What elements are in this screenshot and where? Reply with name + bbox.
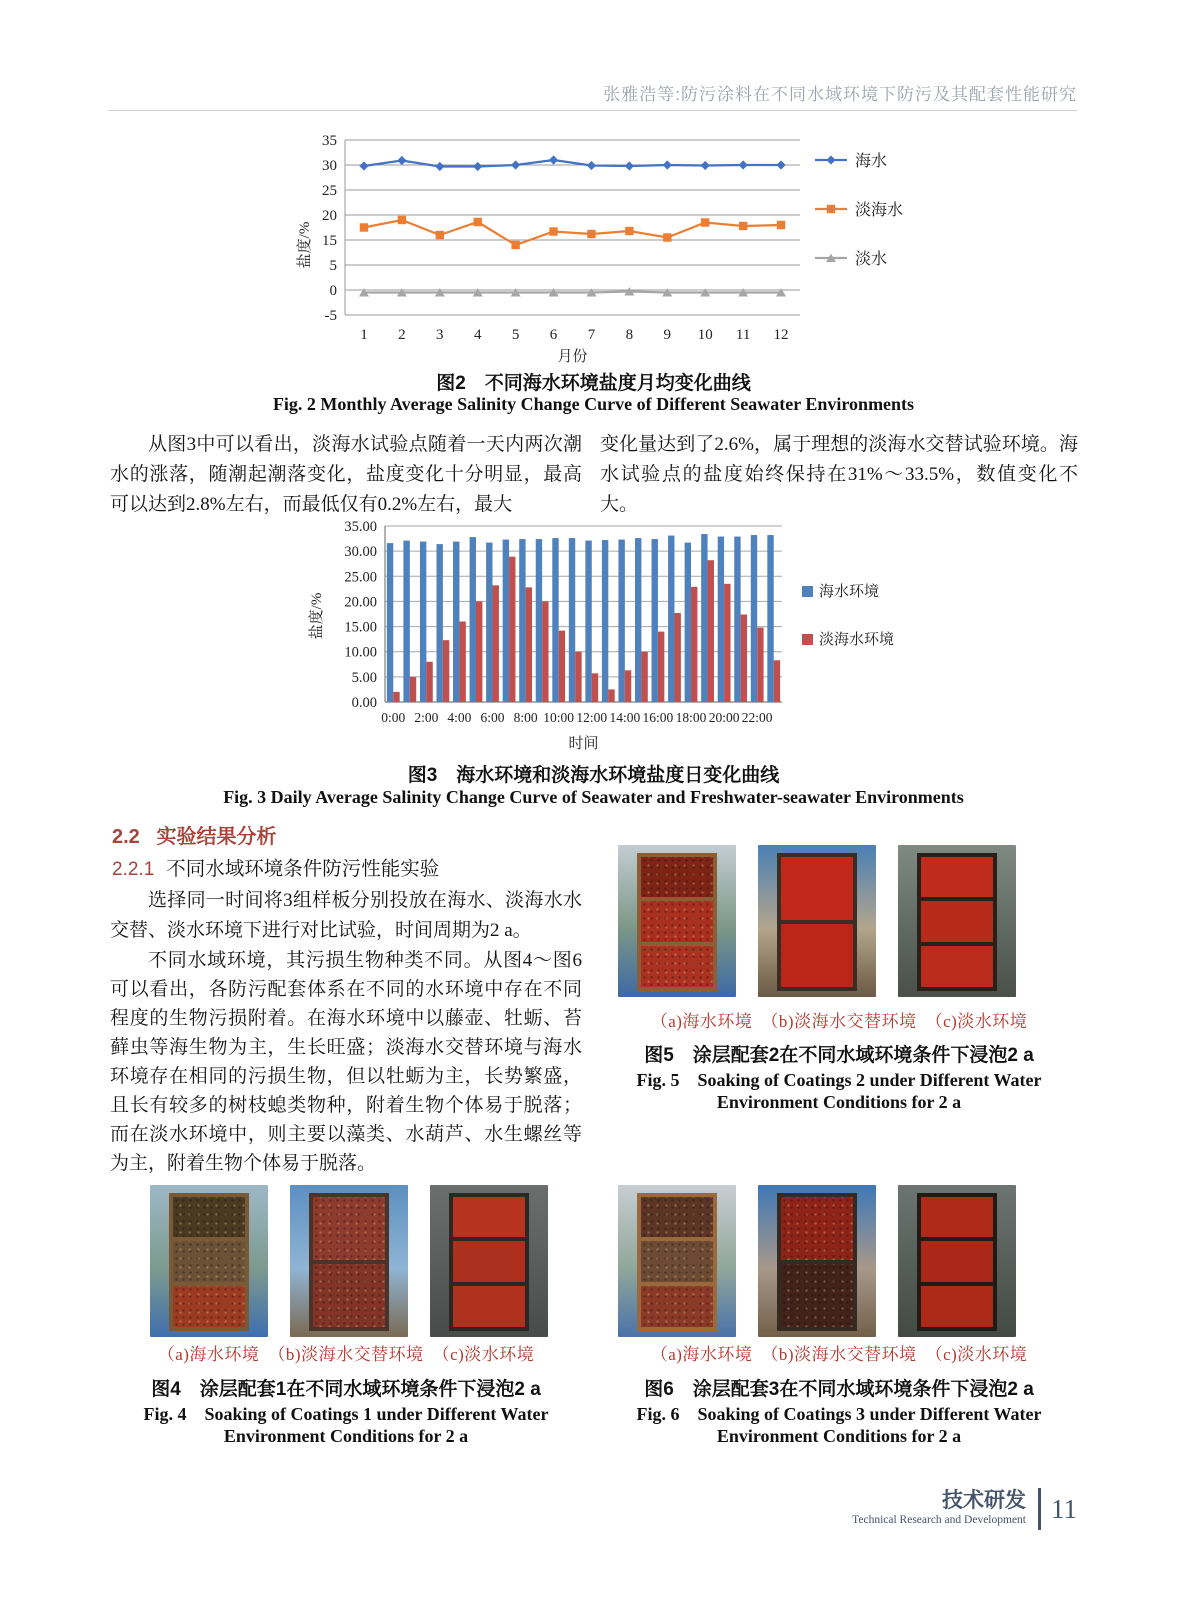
fig4-photo-row xyxy=(150,1185,548,1337)
svg-text:淡水: 淡水 xyxy=(855,251,888,268)
svg-text:15: 15 xyxy=(322,233,337,249)
section-2-2-1-number: 2.2.1 xyxy=(112,859,155,880)
specimen-photo-c xyxy=(898,845,1016,997)
coating-panel xyxy=(781,1260,853,1327)
section-2-2-heading xyxy=(112,820,276,849)
square-marker xyxy=(827,205,835,213)
fig6-photo-row xyxy=(618,1185,1016,1337)
coating-panel xyxy=(313,1260,385,1327)
svg-text:3: 3 xyxy=(436,327,444,343)
coating-panel xyxy=(453,1282,525,1327)
diamond-marker xyxy=(739,160,748,169)
coating-panel xyxy=(781,920,853,987)
section-2-2-title: 实验结果分析 xyxy=(156,826,277,848)
svg-text:海水: 海水 xyxy=(855,153,888,170)
square-marker xyxy=(663,233,671,241)
fig4-caption-en-2: Environment Conditions for 2 a xyxy=(223,1426,469,1446)
footer-en-label: Technical Research and Development xyxy=(852,1514,1026,1526)
diamond-marker xyxy=(397,156,406,165)
square-marker xyxy=(739,222,747,230)
coating-panel xyxy=(453,1197,525,1238)
square-marker xyxy=(777,221,785,229)
svg-text:淡海水环境: 淡海水环境 xyxy=(819,632,895,648)
svg-text:2:00: 2:00 xyxy=(414,710,439,725)
svg-text:9: 9 xyxy=(663,327,672,343)
page-number: 11 xyxy=(1051,1493,1077,1524)
svg-text:14:00: 14:00 xyxy=(609,710,641,725)
svg-text:10: 10 xyxy=(697,327,713,343)
specimen-photo-c xyxy=(898,1185,1016,1337)
specimen-frame xyxy=(777,853,857,991)
specimen-photo-a xyxy=(618,845,736,997)
coating-panel xyxy=(921,1237,993,1282)
svg-text:海水环境: 海水环境 xyxy=(819,584,880,600)
coating-panel xyxy=(173,1197,245,1238)
header-rule xyxy=(108,110,1077,111)
square-marker xyxy=(474,218,482,226)
paragraph-2-2-1-a: 选择同一时间将3组样板分别投放在海水、淡海水水交替、淡水环境下进行对比试验，时间周期为2 a。 xyxy=(110,890,582,941)
paragraph-fig3-left: 从图3中可以看出，淡海水试验点随着一天内两次潮水的涨落，随潮起潮落变化，盐度变化十分明显，最高可以达到2.8%左右，而最低仅有0.2%左右，最大 xyxy=(110,434,582,515)
svg-text:10.00: 10.00 xyxy=(344,644,377,661)
coating-panel xyxy=(641,897,713,942)
fig2-series-海水 xyxy=(359,155,785,171)
specimen-frame xyxy=(917,1193,997,1331)
svg-text:22:00: 22:00 xyxy=(741,710,773,725)
coating-panel xyxy=(781,1197,853,1260)
square-marker xyxy=(625,227,633,235)
svg-text:20: 20 xyxy=(322,208,337,224)
svg-text:5: 5 xyxy=(329,258,337,274)
svg-text:30.00: 30.00 xyxy=(344,544,377,561)
coating-panel xyxy=(921,1282,993,1327)
coating-panel xyxy=(921,897,993,942)
fig3-xlabel: 时间 xyxy=(568,736,599,752)
coating-panel xyxy=(641,1282,713,1327)
specimen-frame xyxy=(637,1193,717,1331)
specimen-frame xyxy=(637,853,717,991)
diamond-marker xyxy=(359,161,368,170)
coating-panel xyxy=(173,1237,245,1282)
specimen-photo-a xyxy=(618,1185,736,1337)
coating-panel xyxy=(781,857,853,920)
diamond-marker xyxy=(826,155,835,164)
fig3-caption-en: Fig. 3 Daily Average Salinity Change Curve of Seawater and Freshwater-seawater Environments xyxy=(223,787,964,807)
svg-text:20.00: 20.00 xyxy=(344,594,377,611)
svg-text:5.00: 5.00 xyxy=(351,669,377,686)
section-2-2-1-heading xyxy=(112,853,439,881)
diamond-marker xyxy=(511,160,520,169)
specimen-photo-b xyxy=(758,845,876,997)
diamond-marker xyxy=(625,161,634,170)
specimen-frame xyxy=(449,1193,529,1331)
svg-text:30: 30 xyxy=(322,158,337,174)
specimen-frame xyxy=(169,1193,249,1331)
svg-text:7: 7 xyxy=(587,327,596,343)
svg-text:25.00: 25.00 xyxy=(344,569,377,586)
footer-divider xyxy=(1038,1488,1041,1530)
svg-text:10:00: 10:00 xyxy=(543,710,575,725)
diamond-marker xyxy=(701,161,710,170)
svg-text:25: 25 xyxy=(322,183,337,199)
square-marker xyxy=(360,223,368,231)
svg-text:4: 4 xyxy=(473,327,482,343)
fig2-series-淡水 xyxy=(359,287,786,296)
fig3-ylabel: 盐度/% xyxy=(309,592,325,640)
footer-section-name xyxy=(852,1490,1026,1528)
coating-panel xyxy=(641,1237,713,1282)
specimen-frame xyxy=(309,1193,389,1331)
section-2-2-1-title: 不同水域环境条件防污性能实验 xyxy=(166,859,440,880)
specimen-photo-b xyxy=(758,1185,876,1337)
specimen-photo-c xyxy=(430,1185,548,1337)
fig4-caption-en-1: Fig. 4 Soaking of Coatings 1 under Different Water xyxy=(143,1404,549,1424)
diamond-marker xyxy=(776,160,785,169)
coating-panel xyxy=(641,942,713,987)
fig2-ylabel: 盐度/% xyxy=(297,221,313,269)
svg-text:20:00: 20:00 xyxy=(708,710,740,725)
coating-panel xyxy=(921,942,993,987)
footer-cn-label: 技术研发 xyxy=(942,1489,1026,1512)
svg-text:0:00: 0:00 xyxy=(381,710,406,725)
svg-text:18:00: 18:00 xyxy=(675,710,707,725)
square-marker xyxy=(587,230,595,238)
fig4-caption-cn: 图4 涂层配套1在不同水域环境条件下浸泡2 a xyxy=(151,1379,541,1400)
diamond-marker xyxy=(549,155,558,164)
square-marker xyxy=(549,227,557,235)
svg-text:4:00: 4:00 xyxy=(447,710,472,725)
running-header: 张雅浩等:防污涂料在不同水域环境下防污及其配套性能研究 xyxy=(603,85,1077,104)
svg-text:2: 2 xyxy=(398,327,406,343)
coating-panel xyxy=(313,1197,385,1260)
fig6-caption-cn: 图6 涂层配套3在不同水域环境条件下浸泡2 a xyxy=(644,1379,1034,1400)
square-marker xyxy=(511,241,519,249)
coating-panel xyxy=(453,1237,525,1282)
fig4-subcaption: （a)海水环境 （b)淡海水交替环境 （c)淡水环境 xyxy=(157,1345,535,1364)
paragraph-fig3-right: 变化量达到了2.6%，属于理想的淡海水交替试验环境。海水试验点的盐度始终保持在31%～33.5%，数值变化不大。 xyxy=(600,434,1078,515)
svg-text:16:00: 16:00 xyxy=(642,710,674,725)
svg-text:0.00: 0.00 xyxy=(351,695,377,711)
fig5-caption-en-2: Environment Conditions for 2 a xyxy=(716,1092,962,1112)
fig5-caption-en-1: Fig. 5 Soaking of Coatings 2 under Different Water xyxy=(636,1070,1042,1090)
coating-panel xyxy=(641,1197,713,1238)
svg-text:6:00: 6:00 xyxy=(480,710,505,725)
coating-panel xyxy=(921,1197,993,1238)
fig6-caption-en-2: Environment Conditions for 2 a xyxy=(716,1426,962,1446)
fig6-subcaption: （a)海水环境 （b)淡海水交替环境 （c)淡水环境 xyxy=(650,1345,1028,1364)
fig2-xlabel: 月份 xyxy=(557,349,588,365)
svg-text:12: 12 xyxy=(773,327,789,343)
square-marker xyxy=(398,216,406,224)
coating-panel xyxy=(921,857,993,898)
fig3-bar-chart xyxy=(305,518,1015,756)
fig2-caption-cn: 图2 不同海水环境盐度月均变化曲线 xyxy=(436,373,751,394)
fig2-caption-en: Fig. 2 Monthly Average Salinity Change Curve of Different Seawater Environments xyxy=(272,394,915,414)
specimen-photo-a xyxy=(150,1185,268,1337)
fig6-caption-en-1: Fig. 6 Soaking of Coatings 3 under Different Water xyxy=(636,1404,1042,1424)
svg-text:1: 1 xyxy=(360,327,368,343)
diamond-marker xyxy=(473,162,482,171)
svg-text:35.00: 35.00 xyxy=(344,519,377,535)
square-marker xyxy=(701,218,709,226)
specimen-photo-b xyxy=(290,1185,408,1337)
svg-text:-5: -5 xyxy=(324,308,337,324)
svg-text:35: 35 xyxy=(322,133,337,149)
diamond-marker xyxy=(587,161,596,170)
diamond-marker xyxy=(663,160,672,169)
svg-text:11: 11 xyxy=(735,327,751,343)
paragraph-2-2-1-b: 不同水域环境，其污损生物种类不同。从图4～图6可以看出，各防污配套体系在不同的水环境中存在不同程度的生物污损附着。在海水环境中以藤壶、牡蛎、苔藓虫等海生物为主，生长旺盛；淡海水交替环境与海水环境存在相同的污损生物，但以牡蛎为主，长势繁盛，且长有较多的树枝螅类物种，附着生物个体易于脱落；而在淡水环境中，则主要以藻类、水葫芦、水生螺丝等为主，附着生物个体易于脱落。 xyxy=(110,950,582,1174)
specimen-frame xyxy=(777,1193,857,1331)
specimen-frame xyxy=(917,853,997,991)
fig3-legend xyxy=(802,583,894,648)
coating-panel xyxy=(641,857,713,898)
svg-text:12:00: 12:00 xyxy=(576,710,608,725)
svg-text:6: 6 xyxy=(549,327,558,343)
svg-text:0: 0 xyxy=(329,283,337,299)
fig5-caption-cn: 图5 涂层配套2在不同水域环境条件下浸泡2 a xyxy=(644,1045,1034,1066)
diamond-marker xyxy=(435,162,444,171)
svg-text:8:00: 8:00 xyxy=(513,710,538,725)
coating-panel xyxy=(173,1282,245,1327)
fig3-caption-cn: 图3 海水环境和淡海水环境盐度日变化曲线 xyxy=(407,765,780,786)
svg-text:8: 8 xyxy=(625,327,634,343)
svg-text:5: 5 xyxy=(511,327,520,343)
svg-text:淡海水: 淡海水 xyxy=(855,202,904,219)
fig2-legend xyxy=(815,152,903,268)
fig2-series-淡海水 xyxy=(360,216,785,249)
svg-text:15.00: 15.00 xyxy=(344,619,377,636)
fig5-photo-row xyxy=(618,845,1016,997)
fig2-line-chart xyxy=(295,130,935,368)
square-marker xyxy=(436,231,444,239)
fig5-subcaption: （a)海水环境 （b)淡海水交替环境 （c)淡水环境 xyxy=(650,1012,1028,1031)
section-2-2-number: 2.2 xyxy=(112,826,140,848)
footer xyxy=(110,1488,1077,1530)
